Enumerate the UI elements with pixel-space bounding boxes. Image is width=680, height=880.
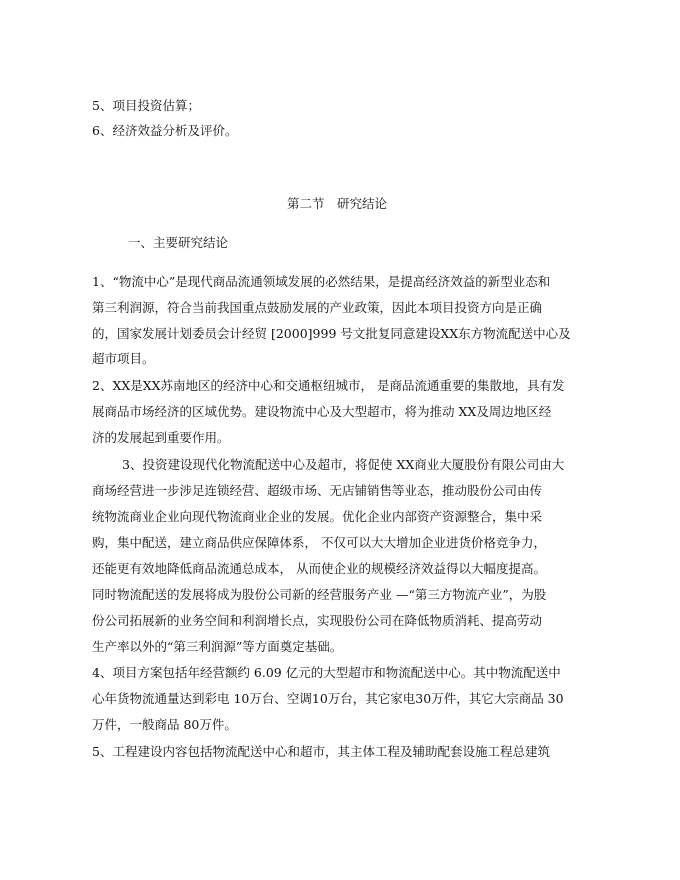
paragraph-5-line: 5、工程建设内容包括物流配送中心和超市，其主体工程及辅助配套设施工程总建筑: [92, 744, 550, 759]
paragraph-3-line: 商场经营进一步涉足连锁经营、超级市场、无店铺销售等业态，推动股份公司由传: [92, 483, 543, 498]
list-item-6: 6、经济效益分析及评价。: [92, 123, 238, 138]
paragraph-3-line: 购，集中配送，建立商品供应保障体系， 不仅可以大大增加企业进货价格竞争力，: [92, 535, 546, 550]
subheading: 一、主要研究结论: [128, 235, 229, 250]
paragraph-3-line: 同时物流配送的发展将成为股份公司新的经营服务产业 —“第三方物流产业”，为股: [92, 587, 547, 602]
section-title: 第二节 研究结论: [287, 196, 388, 211]
list-item-5: 5、项目投资估算；: [92, 98, 200, 113]
paragraph-1-line: 第三利润源，符合当前我国重点鼓励发展的产业政策，因此本项目投资方向是正确: [92, 300, 543, 315]
paragraph-4-line: 万件，一般商品 80万件。: [92, 717, 237, 732]
paragraph-1-line: 1、“物流中心”是现代商品流通领域发展的必然结果，是提高经济效益的新型业态和: [92, 274, 551, 289]
paragraph-4-line: 4、项目方案包括年经营额约 6.09 亿元的大型超市和物流配送中心。其中物流配送中: [92, 665, 561, 680]
paragraph-2-line: 展商品市场经济的区域优势。建设物流中心及大型超市，将为推动 XX及周边地区经: [92, 404, 552, 419]
paragraph-3-line: 统物流商业企业向现代物流商业企业的发展。优化企业内部资产资源整合，集中采: [92, 509, 543, 524]
paragraph-2-line: 济的发展起到重要作用。: [92, 430, 230, 445]
paragraph-3-line: 生产率以外的“第三利润源”等方面奠定基础。: [92, 639, 343, 654]
paragraph-4-line: 心年货物流通量达到彩电 10万台、空调10万台，其它家电30万件，其它大宗商品 30: [92, 691, 564, 706]
paragraph-1-line: 的，国家发展计划委员会计经贸 [2000]999 号文批复同意建设XX东方物流配送中心及: [92, 326, 571, 341]
paragraph-1-line: 超市项目。: [92, 351, 155, 366]
paragraph-3-line: 还能更有效地降低商品流通总成本， 从而使企业的规模经济效益得以大幅度提高。: [92, 561, 546, 576]
paragraph-3-line: 3、投资建设现代化物流配送中心及超市，将促使 XX商业大厦股份有限公司由大: [122, 457, 565, 472]
paragraph-3-line: 份公司拓展新的业务空间和利润增长点，实现股份公司在降低物质消耗、提高劳动: [92, 613, 543, 628]
paragraph-2-line: 2、XX是XX苏南地区的经济中心和交通枢纽城市， 是商品流通重要的集散地，具有发: [92, 378, 565, 393]
